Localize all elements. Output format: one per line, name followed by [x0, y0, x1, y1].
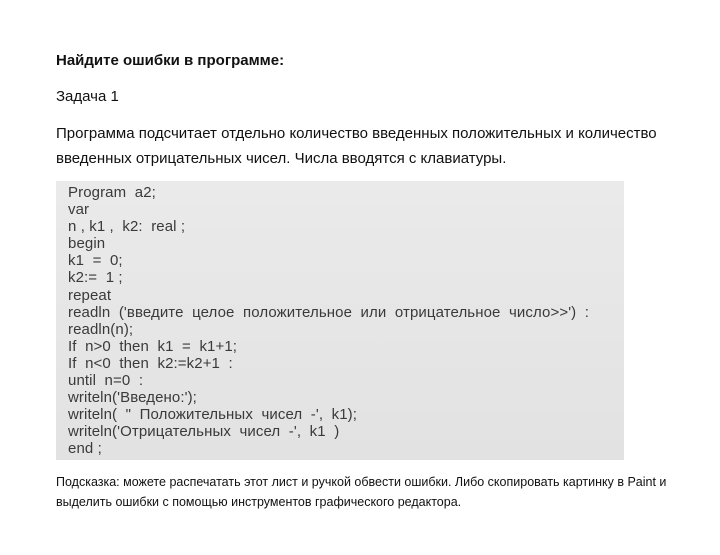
- code-line: until n=0 :: [68, 372, 144, 390]
- code-line: readln ('введите целое положительное или отрицательное число>>') :: [68, 303, 590, 321]
- code-line: readln(n);: [68, 320, 134, 338]
- hint-text: Подсказка: можете распечатать этот лист и ручкой обвести ошибки. Либо скопировать картинку в Paint и выделить ошибки с помощью инструментов графического редактора.: [56, 475, 667, 509]
- code-line: k1 = 0;: [68, 252, 123, 270]
- code-line: writeln('Введено:');: [68, 389, 197, 407]
- page-heading: Найдите ошибки в программе:: [56, 52, 285, 69]
- code-line: k2:= 1 ;: [68, 269, 123, 287]
- code-line: If n<0 then k2:=k2+1 :: [68, 354, 233, 372]
- task-label: Задача 1: [56, 88, 119, 105]
- code-line: repeat: [68, 286, 112, 304]
- code-line: Program a2;: [68, 184, 156, 201]
- task-description: Программа подсчитает отдельно количество введенных положительных и количество введенных отрицательных чисел. Числа вводятся с клавиатуры.: [56, 125, 657, 167]
- code-line: If n>0 then k1 = k1+1;: [68, 337, 238, 355]
- code-line: begin: [68, 235, 106, 253]
- code-line: writeln('Отрицательных чисел -', k1 ): [68, 423, 340, 441]
- code-line: n , k1 , k2: real ;: [68, 218, 186, 236]
- code-listing-image: [56, 181, 624, 460]
- code-line: var: [68, 201, 90, 219]
- code-line: writeln( " Положительных чисел -', k1);: [68, 406, 358, 424]
- code-line: end ;: [68, 440, 102, 458]
